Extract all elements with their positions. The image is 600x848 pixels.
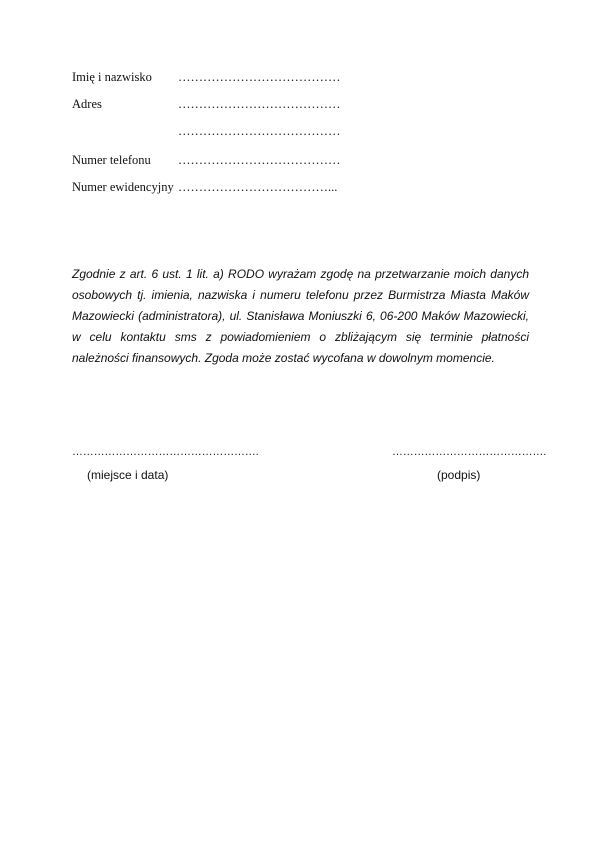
place-date-blank-line: ……………………………………………. [72,446,259,458]
name-blank-line: ………………………………… [178,70,341,84]
phone-blank-line: ………………………………… [178,153,341,167]
address-line2-blank-line: ………………………………… [178,124,341,138]
phone-label: Numer telefonu [72,153,151,167]
address-blank-line: ………………………………… [178,97,341,111]
name-label: Imię i nazwisko [72,70,152,84]
record-number-label: Numer ewidencyjny [72,180,174,194]
signature-blank-line: ……………………………………. [392,446,547,458]
place-date-caption: (miejsce i data) [87,468,169,482]
signature-caption: (podpis) [437,468,481,482]
consent-statement: Zgodnie z art. 6 ust. 1 lit. a) RODO wyrażam zgodę na przetwarzanie moich danych osobowych tj. imienia, nazwiska i numeru telefonu przez Burmistrza Miasta Maków Mazowiecki (administratora), ul. Stanisława Moniuszki 6, 06-200 Maków Mazowiecki, w celu kontaktu sms z powiadomieniem o zbliżającym się terminie płatności należności finansowych. Zgoda może zostać wycofana w dowolnym momencie. [72,267,529,365]
address-label: Adres [72,97,102,111]
record-number-blank-line: ………………………………... [178,180,338,194]
